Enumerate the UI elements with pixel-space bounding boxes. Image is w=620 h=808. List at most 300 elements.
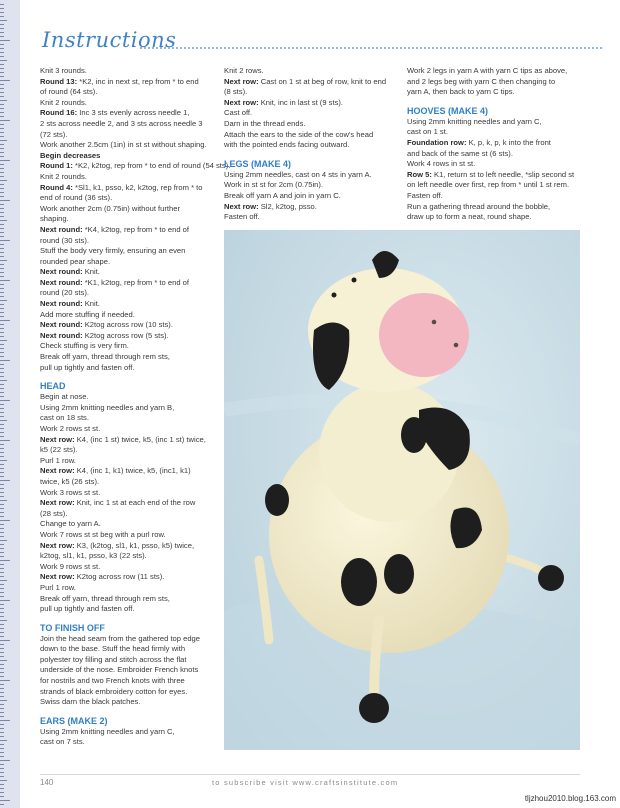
instruction-text: Work 7 rows st st beg with a purl row. — [40, 529, 166, 539]
ruler-tick — [0, 304, 4, 305]
ruler-tick — [0, 756, 4, 757]
ruler-tick — [0, 708, 4, 709]
ruler-tick — [0, 492, 4, 493]
instruction-text: of round (64 sts). — [40, 87, 98, 97]
ruler-tick — [0, 344, 4, 345]
section-heading: HOOVES (MAKE 4) — [407, 105, 489, 116]
ruler-tick — [0, 84, 4, 85]
instruction-line — [40, 562, 218, 573]
instruction-text: pull up tightly and fasten off. — [40, 362, 135, 372]
ruler-tick — [0, 324, 4, 325]
ruler-tick — [0, 608, 4, 609]
ruler-tick — [0, 772, 4, 773]
instruction-text: Knit. — [82, 299, 100, 309]
instruction-label: Next round: — [40, 267, 83, 277]
instruction-line — [40, 530, 218, 541]
instruction-text: and 2 legs beg with yarn C then changing to — [407, 76, 556, 86]
ruler-tick — [0, 28, 4, 29]
instruction-label: Round 1: — [40, 161, 73, 171]
ruler-tick — [0, 128, 4, 129]
ruler-tick — [0, 272, 4, 273]
instruction-text: K2tog across row (10 sts). — [82, 320, 173, 330]
ruler-tick — [0, 264, 4, 265]
instruction-line — [40, 310, 218, 321]
ruler-tick — [0, 92, 4, 93]
instruction-line — [224, 202, 400, 213]
instruction-label: Next row: — [40, 434, 75, 444]
ruler-tick — [0, 348, 4, 349]
ruler-tick — [0, 528, 4, 529]
instruction-line — [224, 77, 400, 88]
instruction-text: Knit. — [82, 267, 100, 277]
ruler-tick — [0, 40, 10, 41]
instruction-text: end of round (36 sts). — [40, 193, 113, 203]
instruction-text: Work another 2cm (0.75in) without further — [40, 203, 180, 213]
ruler-tick — [0, 244, 4, 245]
instruction-label: Round 16: — [40, 108, 78, 118]
instruction-label: Foundation row: — [407, 137, 467, 147]
instruction-line — [40, 727, 218, 738]
instruction-line — [40, 66, 218, 77]
ruler-tick — [0, 188, 4, 189]
ruler-tick — [0, 480, 10, 481]
ruler-tick — [0, 656, 4, 657]
ruler-tick — [0, 368, 4, 369]
ruler-tick — [0, 316, 4, 317]
instruction-text: (28 sts). — [40, 508, 68, 518]
ruler-tick — [0, 476, 4, 477]
instruction-text: Knit, inc in last st (9 sts). — [258, 97, 344, 107]
ruler-tick — [0, 104, 4, 105]
instruction-line — [40, 87, 218, 98]
ruler-tick — [0, 800, 10, 801]
ruler-tick — [0, 88, 4, 89]
ruler-tick — [0, 796, 4, 797]
ruler-tick — [0, 680, 10, 681]
ruler-tick — [0, 684, 4, 685]
instruction-line — [40, 119, 218, 130]
instruction-text: Stuff the body very firmly, ensuring an even — [40, 246, 186, 256]
ruler-tick — [0, 200, 10, 201]
ruler-tick — [0, 432, 4, 433]
instruction-label: Row 5: — [407, 169, 432, 179]
instruction-text: Inc 3 sts evenly across needle 1, — [77, 108, 190, 118]
ruler-tick — [0, 620, 7, 621]
ruler-tick — [0, 588, 4, 589]
instruction-label: Next row: — [40, 498, 75, 508]
instruction-line — [40, 331, 218, 342]
instruction-line — [407, 149, 587, 160]
instruction-text: rounded pear shape. — [40, 256, 111, 266]
ruler-tick — [0, 328, 4, 329]
instruction-text: cast on 18 sts. — [40, 413, 89, 423]
ruler-tick — [0, 688, 4, 689]
section-heading: EARS (MAKE 2) — [40, 715, 108, 726]
ruler-tick — [0, 216, 4, 217]
ruler-tick — [0, 784, 4, 785]
instruction-line — [40, 644, 218, 655]
ruler-tick — [0, 176, 4, 177]
instruction-text: K2tog across row (5 sts). — [82, 330, 169, 340]
instruction-line — [40, 225, 218, 236]
ruler-tick — [0, 408, 4, 409]
instruction-text: Fasten off. — [224, 212, 260, 222]
instruction-line — [40, 193, 218, 204]
instruction-line — [40, 236, 218, 247]
ruler-tick — [0, 780, 7, 781]
title-dotted-rule — [140, 47, 602, 49]
ruler-tick — [0, 636, 4, 637]
instruction-text: down to the base. Stuff the head firmly with — [40, 644, 186, 654]
ruler-tick — [0, 728, 4, 729]
ruler-tick — [0, 424, 4, 425]
ruler-tick — [0, 212, 4, 213]
ruler-tick — [0, 452, 4, 453]
instruction-line — [40, 161, 231, 172]
instruction-text: strands of black embroidery cotton for eyes. — [40, 686, 188, 696]
instruction-line — [40, 352, 218, 363]
ruler-tick — [0, 52, 4, 53]
instruction-text: Purl 1 row. — [40, 582, 76, 592]
ruler-tick — [0, 712, 4, 713]
ruler-tick — [0, 632, 4, 633]
ruler-tick — [0, 388, 4, 389]
ruler-tick — [0, 660, 7, 661]
ruler-tick — [0, 724, 4, 725]
instruction-line — [40, 634, 218, 645]
instruction-line — [40, 424, 218, 435]
instruction-text: Knit 3 rounds. — [40, 66, 87, 75]
ruler-tick — [0, 416, 4, 417]
ruler-tick — [0, 20, 7, 21]
instruction-line — [40, 183, 218, 194]
instruction-text: k5 (22 sts). — [40, 445, 78, 455]
ruler-tick — [0, 596, 4, 597]
instruction-text: Using 2mm knitting needles and yarn B, — [40, 402, 175, 412]
section-heading: TO FINISH OFF — [40, 622, 105, 633]
ruler-tick — [0, 552, 4, 553]
ruler-tick — [0, 8, 4, 9]
instruction-label: Round 13: — [40, 76, 78, 86]
ruler-tick — [0, 300, 7, 301]
instruction-text: K1, return st to left needle, *slip second st — [431, 169, 575, 179]
instruction-text: 2 sts across needle 2, and 3 sts across needle 3 — [40, 118, 203, 128]
ruler-tick — [0, 576, 4, 577]
ruler-tick — [0, 80, 10, 81]
instruction-line — [40, 267, 218, 278]
instruction-text: Attach the ears to the side of the cow's head — [224, 129, 374, 139]
ruler-tick — [0, 144, 4, 145]
ruler-tick — [0, 16, 4, 17]
instruction-text: Darn in the thread ends. — [224, 118, 306, 128]
instruction-text: Using 2mm needles, cast on 4 sts in yarn A. — [224, 169, 372, 179]
ruler-tick — [0, 336, 4, 337]
ruler-tick — [0, 220, 7, 221]
instruction-text: Work 2 legs in yarn A with yarn C tips as above, — [407, 66, 568, 75]
instruction-label: Next row: — [40, 540, 75, 550]
instruction-line — [40, 583, 218, 594]
instruction-line — [407, 170, 587, 181]
instruction-text: Cast on 1 st at beg of row, knit to end — [258, 76, 387, 86]
ruler-tick — [0, 232, 4, 233]
ruler-tick — [0, 520, 10, 521]
instruction-text: underside of the nose. Embroider French knots — [40, 665, 199, 675]
ruler-tick — [0, 744, 4, 745]
ruler-tick — [0, 384, 4, 385]
instruction-line — [407, 202, 587, 213]
instruction-line — [40, 466, 218, 477]
side-ruler — [0, 0, 20, 808]
ruler-tick — [0, 704, 4, 705]
ruler-tick — [0, 236, 4, 237]
ruler-tick — [0, 692, 4, 693]
instruction-line — [224, 108, 400, 119]
instruction-line — [40, 257, 218, 268]
ruler-tick — [0, 716, 4, 717]
instruction-label: Next round: — [40, 330, 83, 340]
instruction-line — [407, 191, 587, 202]
ruler-tick — [0, 760, 10, 761]
instruction-line — [224, 98, 400, 109]
ruler-tick — [0, 68, 4, 69]
ruler-tick — [0, 116, 4, 117]
ruler-tick — [0, 132, 4, 133]
instruction-text: (8 sts). — [224, 87, 248, 97]
instruction-label: Next round: — [40, 224, 83, 234]
section-heading: LEGS (MAKE 4) — [224, 158, 292, 169]
ruler-tick — [0, 564, 4, 565]
ruler-tick — [0, 4, 4, 5]
ruler-tick — [0, 640, 10, 641]
ruler-tick — [0, 468, 4, 469]
ruler-tick — [0, 60, 7, 61]
ruler-tick — [0, 544, 4, 545]
instruction-text: round (30 sts). — [40, 235, 89, 245]
instruction-label: Next round: — [40, 299, 83, 309]
ruler-tick — [0, 732, 4, 733]
instruction-label: Next round: — [40, 277, 83, 287]
ruler-tick — [0, 172, 4, 173]
ruler-tick — [0, 672, 4, 673]
ruler-tick — [0, 676, 4, 677]
instruction-line — [40, 572, 218, 583]
ruler-tick — [0, 668, 4, 669]
column-left — [40, 66, 231, 748]
instruction-text: Swiss darn the black patches. — [40, 697, 141, 707]
instruction-line — [40, 278, 218, 289]
ruler-tick — [0, 44, 4, 45]
ruler-tick — [0, 292, 4, 293]
ruler-tick — [0, 444, 4, 445]
ruler-tick — [0, 720, 10, 721]
instruction-text: Work 9 rows st st. — [40, 561, 101, 571]
instruction-text: shaping. — [40, 214, 69, 224]
ruler-tick — [0, 736, 4, 737]
instruction-line — [40, 498, 218, 509]
instruction-text: *K2, inc in next st, rep from * to end — [77, 76, 199, 86]
footer-subscribe-text: to subscribe visit www.craftsinstitute.com — [212, 778, 399, 787]
ruler-tick — [0, 652, 4, 653]
instruction-line — [40, 541, 218, 552]
instruction-line — [40, 676, 218, 687]
instruction-line — [40, 130, 218, 141]
ruler-tick — [0, 252, 4, 253]
ruler-tick — [0, 96, 4, 97]
ruler-tick — [0, 260, 7, 261]
instruction-line — [40, 403, 218, 414]
instruction-text: Check stuffing is very firm. — [40, 341, 129, 351]
ruler-tick — [0, 508, 4, 509]
ruler-tick — [0, 752, 4, 753]
ruler-tick — [0, 792, 4, 793]
instruction-line — [40, 108, 218, 119]
instruction-line — [40, 246, 218, 257]
instruction-line — [40, 655, 218, 666]
instruction-line — [40, 477, 218, 488]
instruction-line — [40, 172, 218, 183]
ruler-tick — [0, 240, 10, 241]
ruler-tick — [0, 184, 4, 185]
instruction-label: Next row: — [224, 201, 259, 211]
ruler-tick — [0, 168, 4, 169]
ruler-tick — [0, 288, 4, 289]
ruler-tick — [0, 64, 4, 65]
instruction-line — [40, 341, 218, 352]
instruction-line — [40, 392, 218, 403]
ruler-tick — [0, 604, 4, 605]
ruler-tick — [0, 208, 4, 209]
instruction-line — [40, 363, 218, 374]
instruction-text: Knit, inc 1 st at each end of the row — [74, 498, 196, 508]
instruction-text: Break off yarn, thread through rem sts, — [40, 352, 170, 362]
ruler-tick — [0, 648, 4, 649]
ruler-tick — [0, 536, 4, 537]
instruction-label: Begin decreases — [40, 150, 101, 160]
instruction-text: Add more stuffing if needed. — [40, 309, 135, 319]
ruler-tick — [0, 548, 4, 549]
instruction-text: *K4, k2tog, rep from * to end of — [82, 224, 189, 234]
instruction-line — [40, 519, 218, 530]
ruler-tick — [0, 516, 4, 517]
instruction-text: for nostrils and two French knots with three — [40, 676, 185, 686]
instruction-line — [40, 214, 218, 225]
ruler-tick — [0, 228, 4, 229]
instruction-text: Work in st st for 2cm (0.75in). — [224, 180, 324, 190]
ruler-tick — [0, 580, 7, 581]
instruction-line — [224, 191, 400, 202]
ruler-tick — [0, 156, 4, 157]
instruction-text: Fasten off. — [407, 190, 443, 200]
watermark: tljzhou2010.blog.163.com — [524, 794, 616, 803]
ruler-tick — [0, 568, 4, 569]
instruction-line — [40, 665, 218, 676]
instruction-text: K4, (inc 1, k1) twice, k5, (inc1, k1) — [74, 466, 191, 476]
knitted-cow-photo — [224, 230, 580, 750]
ruler-tick — [0, 248, 4, 249]
ruler-tick — [0, 120, 10, 121]
instruction-text: Break off yarn, thread through rem sts, — [40, 593, 170, 603]
ruler-tick — [0, 152, 4, 153]
instruction-text: on left needle over first, rep from * until 1 st rem. — [407, 180, 570, 190]
ruler-tick — [0, 224, 4, 225]
ruler-tick — [0, 600, 10, 601]
instruction-line — [40, 77, 218, 88]
ruler-tick — [0, 72, 4, 73]
instruction-text: Knit 2 rounds. — [40, 97, 87, 107]
ruler-tick — [0, 364, 4, 365]
ruler-tick — [0, 420, 7, 421]
instruction-line — [407, 87, 587, 98]
instruction-text: cast on 7 sts. — [40, 737, 85, 747]
instruction-line — [407, 180, 587, 191]
instruction-line — [407, 212, 587, 223]
instruction-label: Next row: — [40, 572, 75, 582]
instruction-line — [40, 488, 218, 499]
ruler-tick — [0, 412, 4, 413]
ruler-tick — [0, 740, 7, 741]
ruler-tick — [0, 76, 4, 77]
ruler-tick — [0, 612, 4, 613]
instruction-text: draw up to form a neat, round shape. — [407, 212, 532, 222]
ruler-tick — [0, 148, 4, 149]
instruction-text: *K2, k2tog, rep from * to end of round (54 sts). — [72, 161, 231, 171]
instruction-text: polyester toy filling and stitch across the flat — [40, 654, 187, 664]
instruction-line — [224, 180, 400, 191]
instruction-text: K4, (inc 1 st) twice, k5, (inc 1 st) twice, — [74, 434, 206, 444]
ruler-tick — [0, 124, 4, 125]
instruction-line — [224, 87, 400, 98]
ruler-tick — [0, 584, 4, 585]
ruler-tick — [0, 764, 4, 765]
instruction-text: pull up tightly and fasten off. — [40, 604, 135, 614]
instruction-line — [40, 288, 218, 299]
instruction-line — [40, 456, 218, 467]
ruler-tick — [0, 628, 4, 629]
instruction-text: K2tog across row (11 sts). — [74, 572, 165, 582]
ruler-tick — [0, 164, 4, 165]
instruction-label: Next round: — [40, 320, 83, 330]
ruler-tick — [0, 664, 4, 665]
ruler-tick — [0, 112, 4, 113]
ruler-tick — [0, 392, 4, 393]
ruler-tick — [0, 136, 4, 137]
instruction-line — [224, 66, 400, 77]
instruction-line — [407, 117, 587, 128]
footer-rule — [40, 774, 580, 775]
ruler-tick — [0, 360, 10, 361]
ruler-tick — [0, 556, 4, 557]
instruction-text: Purl 1 row. — [40, 455, 76, 465]
instruction-line — [407, 138, 587, 149]
ruler-tick — [0, 100, 7, 101]
page-title: Instructions — [42, 28, 177, 52]
ruler-tick — [0, 332, 4, 333]
ruler-tick — [0, 380, 7, 381]
ruler-tick — [0, 356, 4, 357]
instruction-text: K3, (k2tog, sl1, k1, psso, k5) twice, — [74, 540, 195, 550]
ruler-tick — [0, 436, 4, 437]
instruction-line — [407, 77, 587, 88]
ruler-tick — [0, 488, 4, 489]
instruction-text: Change to yarn A. — [40, 519, 101, 529]
instruction-line — [224, 119, 400, 130]
ruler-tick — [0, 496, 4, 497]
instruction-line — [40, 140, 218, 151]
instruction-text: and back of the same st (6 sts). — [407, 148, 513, 158]
ruler-tick — [0, 404, 4, 405]
ruler-tick — [0, 32, 4, 33]
instruction-text: Using 2mm knitting needles and yarn C, — [407, 116, 542, 126]
